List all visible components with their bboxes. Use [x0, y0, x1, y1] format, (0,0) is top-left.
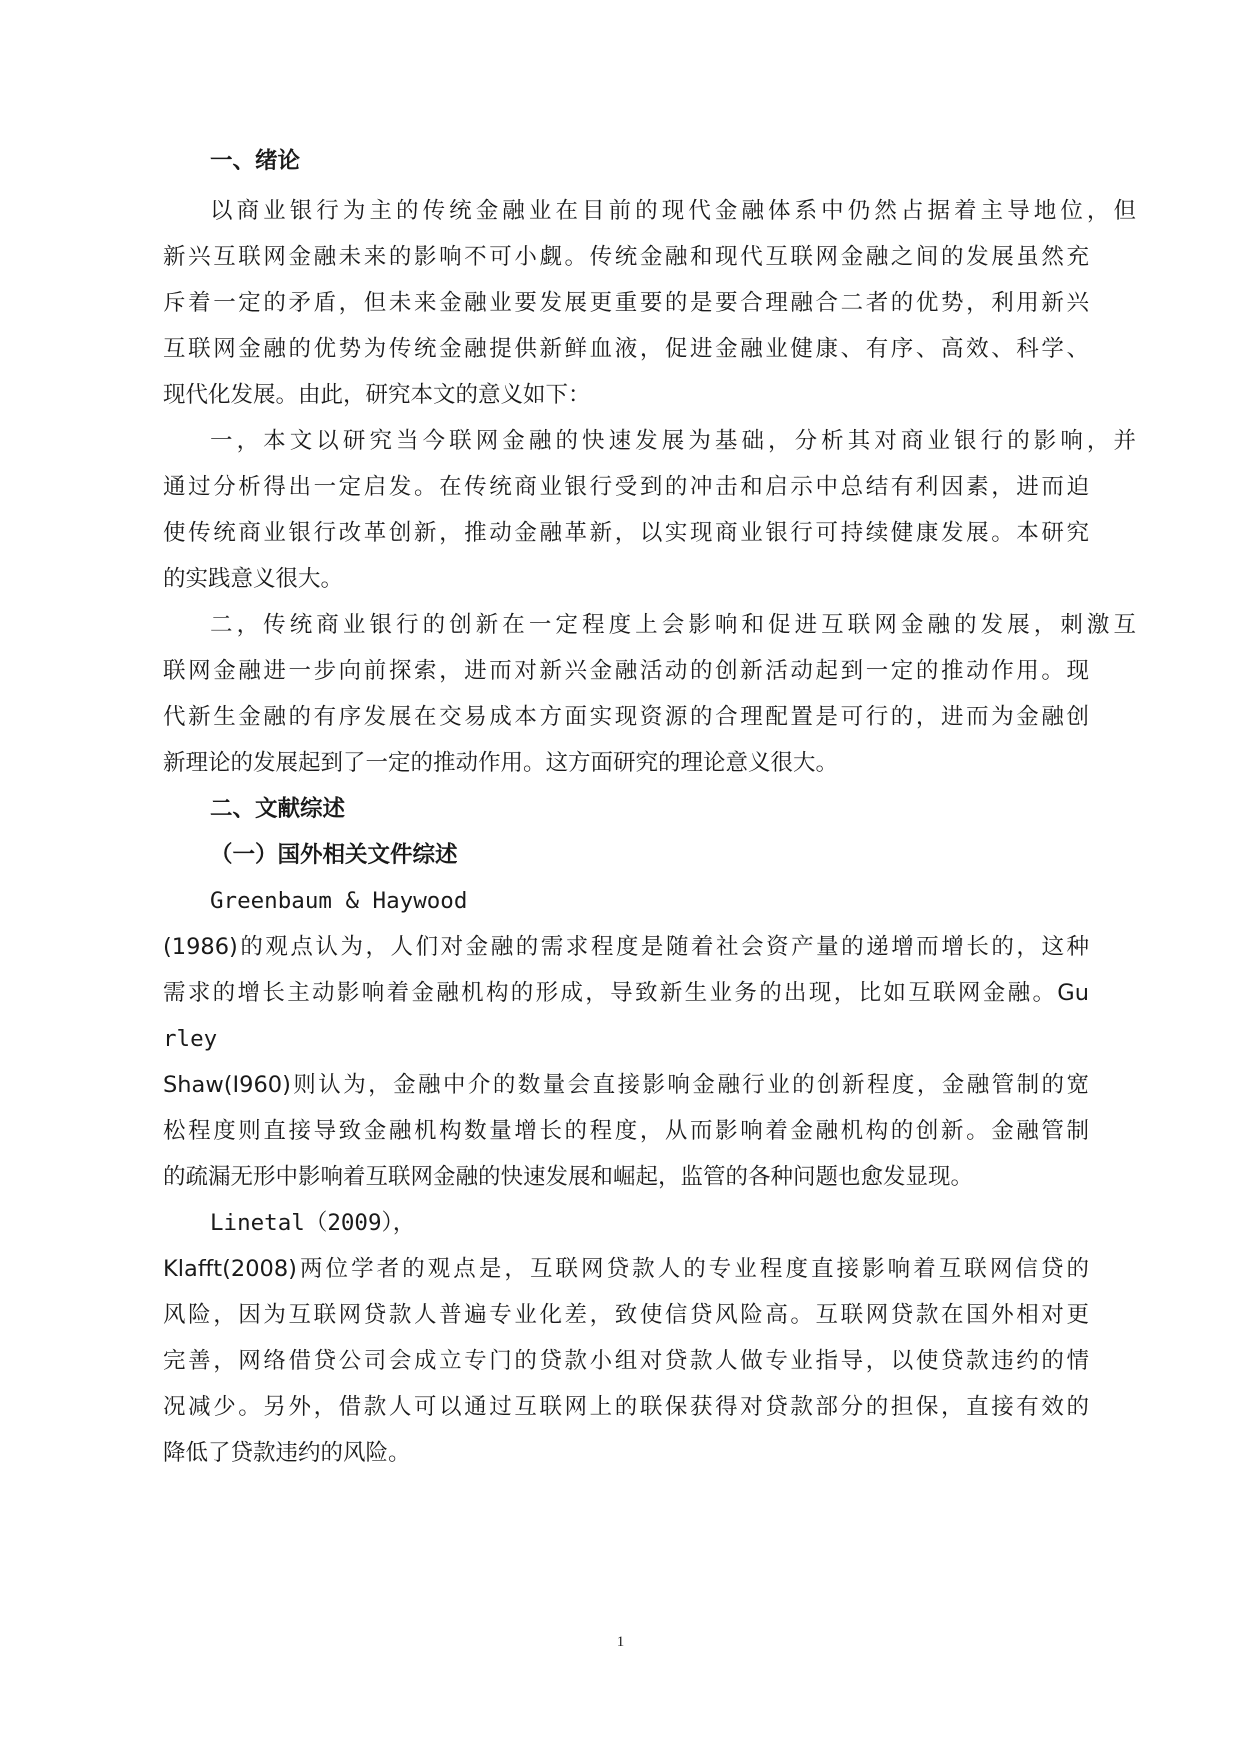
paragraph-line: 代新生金融的有序发展在交易成本方面实现资源的合理配置是可行的，进而为金融创: [163, 704, 1089, 730]
paragraph-line: 降低了贷款违约的风险。: [163, 1440, 411, 1466]
paragraph-line: 的疏漏无形中影响着互联网金融的快速发展和崛起，监管的各种问题也愈发显现。: [163, 1164, 974, 1190]
section-heading-introduction: 一、绪论: [210, 148, 301, 174]
paragraph-line: 斥着一定的矛盾，但未来金融业要发展更重要的是要合理融合二者的优势，利用新兴: [163, 290, 1089, 316]
paragraph-line: Linetal（2009），: [210, 1210, 416, 1236]
paragraph-line: 完善，网络借贷公司会成立专门的贷款小组对贷款人做专业指导，以使贷款违约的情: [163, 1348, 1089, 1374]
page-number: 1: [616, 1634, 625, 1650]
section-heading-literature-review: 二、文献综述: [210, 796, 346, 822]
paragraph-line: 况减少。另外，借款人可以通过互联网上的联保获得对贷款部分的担保，直接有效的: [163, 1394, 1089, 1420]
paragraph-line: 现代化发展。由此，研究本文的意义如下：: [163, 382, 591, 408]
paragraph-line: 风险，因为互联网贷款人普遍专业化差，致使信贷风险高。互联网贷款在国外相对更: [163, 1302, 1089, 1328]
paragraph-line: 新理论的发展起到了一定的推动作用。这方面研究的理论意义很大。: [163, 750, 839, 776]
paragraph-line: 通过分析得出一定启发。在传统商业银行受到的冲击和启示中总结有利因素，进而迫: [163, 474, 1089, 500]
paragraph-line: 的实践意义很大。: [163, 566, 344, 592]
paragraph-line: 二，传统商业银行的创新在一定程度上会影响和促进互联网金融的发展，刺激互: [210, 612, 1136, 638]
paragraph-line: (1986)的观点认为，人们对金融的需求程度是随着社会资产量的递增而增长的，这种: [163, 934, 1089, 960]
paragraph-line: 松程度则直接导致金融机构数量增长的程度，从而影响着金融机构的创新。金融管制: [163, 1118, 1089, 1144]
paragraph-line: rley: [163, 1026, 218, 1052]
paragraph-line: 联网金融进一步向前探索，进而对新兴金融活动的创新活动起到一定的推动作用。现: [163, 658, 1089, 684]
paragraph-line: 需求的增长主动影响着金融机构的形成，导致新生业务的出现，比如互联网金融。Gu: [163, 980, 1089, 1006]
paragraph-line: 以商业银行为主的传统金融业在目前的现代金融体系中仍然占据着主导地位，但: [210, 198, 1136, 224]
paragraph-line: 使传统商业银行改革创新，推动金融革新，以实现商业银行可持续健康发展。本研究: [163, 520, 1089, 546]
paragraph-line: 一，本文以研究当今联网金融的快速发展为基础，分析其对商业银行的影响，并: [210, 428, 1136, 454]
paragraph-line: Klafft(2008)两位学者的观点是，互联网贷款人的专业程度直接影响着互联网信贷的: [163, 1256, 1089, 1282]
subsection-heading-foreign-literature: （一）国外相关文件综述: [210, 842, 458, 868]
paragraph-line: Greenbaum & Haywood: [210, 888, 468, 914]
paragraph-line: 互联网金融的优势为传统金融提供新鲜血液，促进金融业健康、有序、高效、科学、: [163, 336, 1089, 362]
paragraph-line: 新兴互联网金融未来的影响不可小觑。传统金融和现代互联网金融之间的发展虽然充: [163, 244, 1089, 270]
paragraph-line: Shaw(I960)则认为，金融中介的数量会直接影响金融行业的创新程度，金融管制的宽: [163, 1072, 1089, 1098]
